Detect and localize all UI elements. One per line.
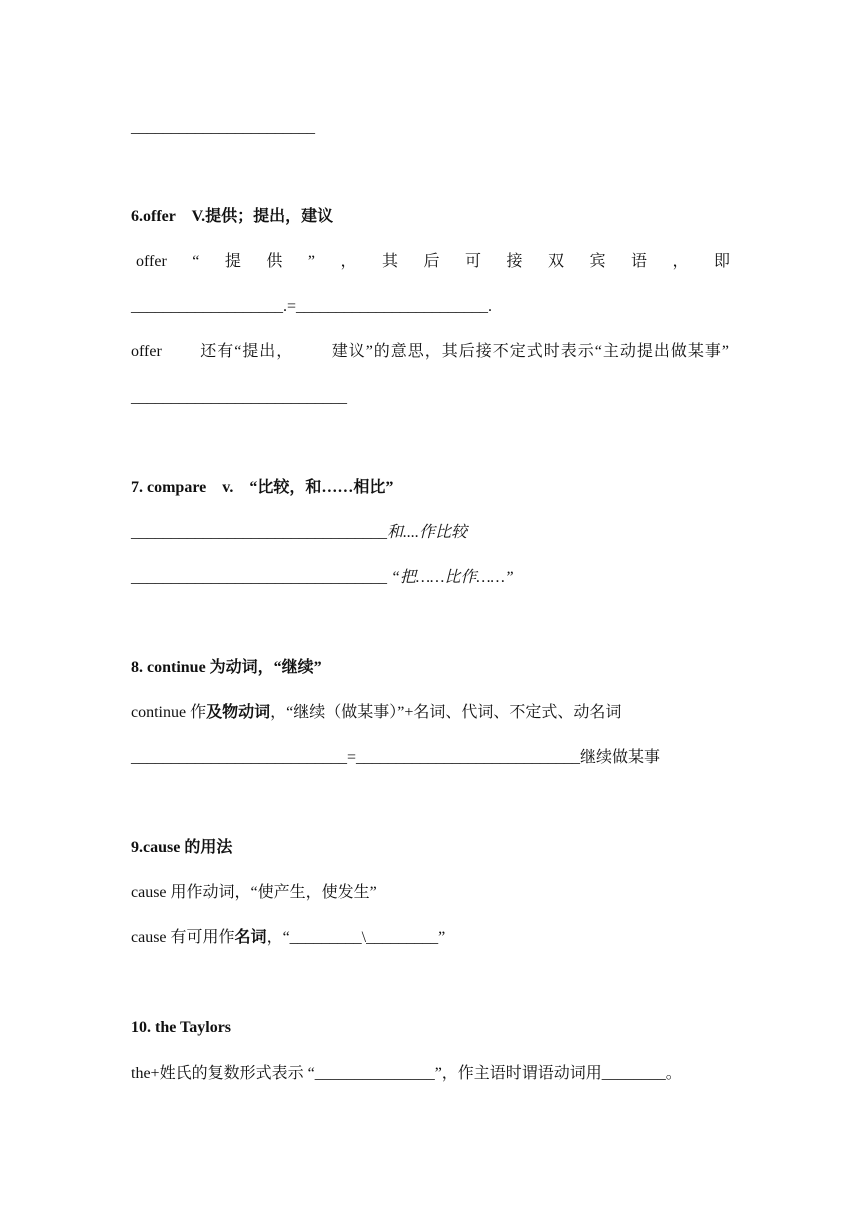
- section-6-fill-line: ___________________.=________________________.: [131, 298, 493, 315]
- answer-blank: ________: [601, 1065, 666, 1082]
- section-8-heading: 8. continue 为动词，“继续”: [131, 659, 322, 676]
- section-7-line2: [131, 568, 514, 588]
- compare-to-text: “把……比作……”: [391, 569, 514, 586]
- token: “: [192, 253, 200, 270]
- token: offer: [131, 343, 162, 360]
- text: 继续做某事: [580, 749, 661, 766]
- token: 还有“提出，: [200, 343, 294, 360]
- transitive-verb-label: 及物动词: [206, 704, 271, 721]
- token: ，: [340, 253, 357, 270]
- token: 语: [630, 253, 647, 270]
- token: 建议”的意思，其后接不定式时表示“主动提出做某事”: [331, 343, 730, 360]
- token: 双: [547, 253, 564, 270]
- section-10-heading: 10. the Taylors: [131, 1019, 232, 1036]
- token: ，: [672, 253, 689, 270]
- text: continue 作: [131, 704, 207, 721]
- answer-blank: _______________: [314, 1065, 435, 1082]
- token: ”: [307, 253, 315, 270]
- token: 可: [464, 253, 481, 270]
- answer-blank: ___________________________=: [131, 749, 357, 766]
- section-6-line3: [131, 342, 730, 362]
- noun-label: 名词: [234, 929, 267, 946]
- token: 即: [713, 253, 730, 270]
- top-answer-blank: _______________________: [131, 119, 315, 136]
- text: cause 有可用作: [131, 929, 235, 946]
- answer-blank: ________________________________: [131, 569, 387, 586]
- section-7-heading: 7. compare v. “比较，和……相比”: [131, 479, 394, 496]
- token: offer: [136, 253, 167, 270]
- section-8-line1: [131, 703, 621, 723]
- text: ”，作主语时谓语动词用: [434, 1065, 602, 1082]
- section-6-answer-blank: ___________________________: [131, 389, 347, 406]
- text: ，“_________\_________”: [266, 929, 446, 946]
- section-6-heading: 6.offer V.提供；提出，建议: [131, 208, 334, 225]
- compare-with-text: 和....作比较: [387, 524, 468, 541]
- token: 宾: [589, 253, 606, 270]
- text: the+姓氏的复数形式表示 “: [131, 1065, 315, 1082]
- section-10-line1: [131, 1064, 682, 1084]
- text: 。: [665, 1065, 682, 1082]
- section-6-line1: [136, 252, 730, 272]
- token: 接: [506, 253, 523, 270]
- section-9-line1: cause 用作动词，“使产生，使发生”: [131, 884, 377, 901]
- token: 其: [381, 253, 398, 270]
- section-7-line1: [131, 523, 467, 543]
- answer-blank: ____________________________: [356, 749, 581, 766]
- answer-blank: ________________________________: [131, 524, 387, 541]
- section-9-heading: 9.cause 的用法: [131, 839, 233, 856]
- token: 供: [266, 253, 283, 270]
- section-9-line2: [131, 928, 445, 948]
- text: ，“继续（做某事）”+名词、代词、不定式、动名词: [270, 704, 622, 721]
- section-8-line2: [131, 748, 660, 768]
- token: 后: [423, 253, 440, 270]
- token: 提: [224, 253, 241, 270]
